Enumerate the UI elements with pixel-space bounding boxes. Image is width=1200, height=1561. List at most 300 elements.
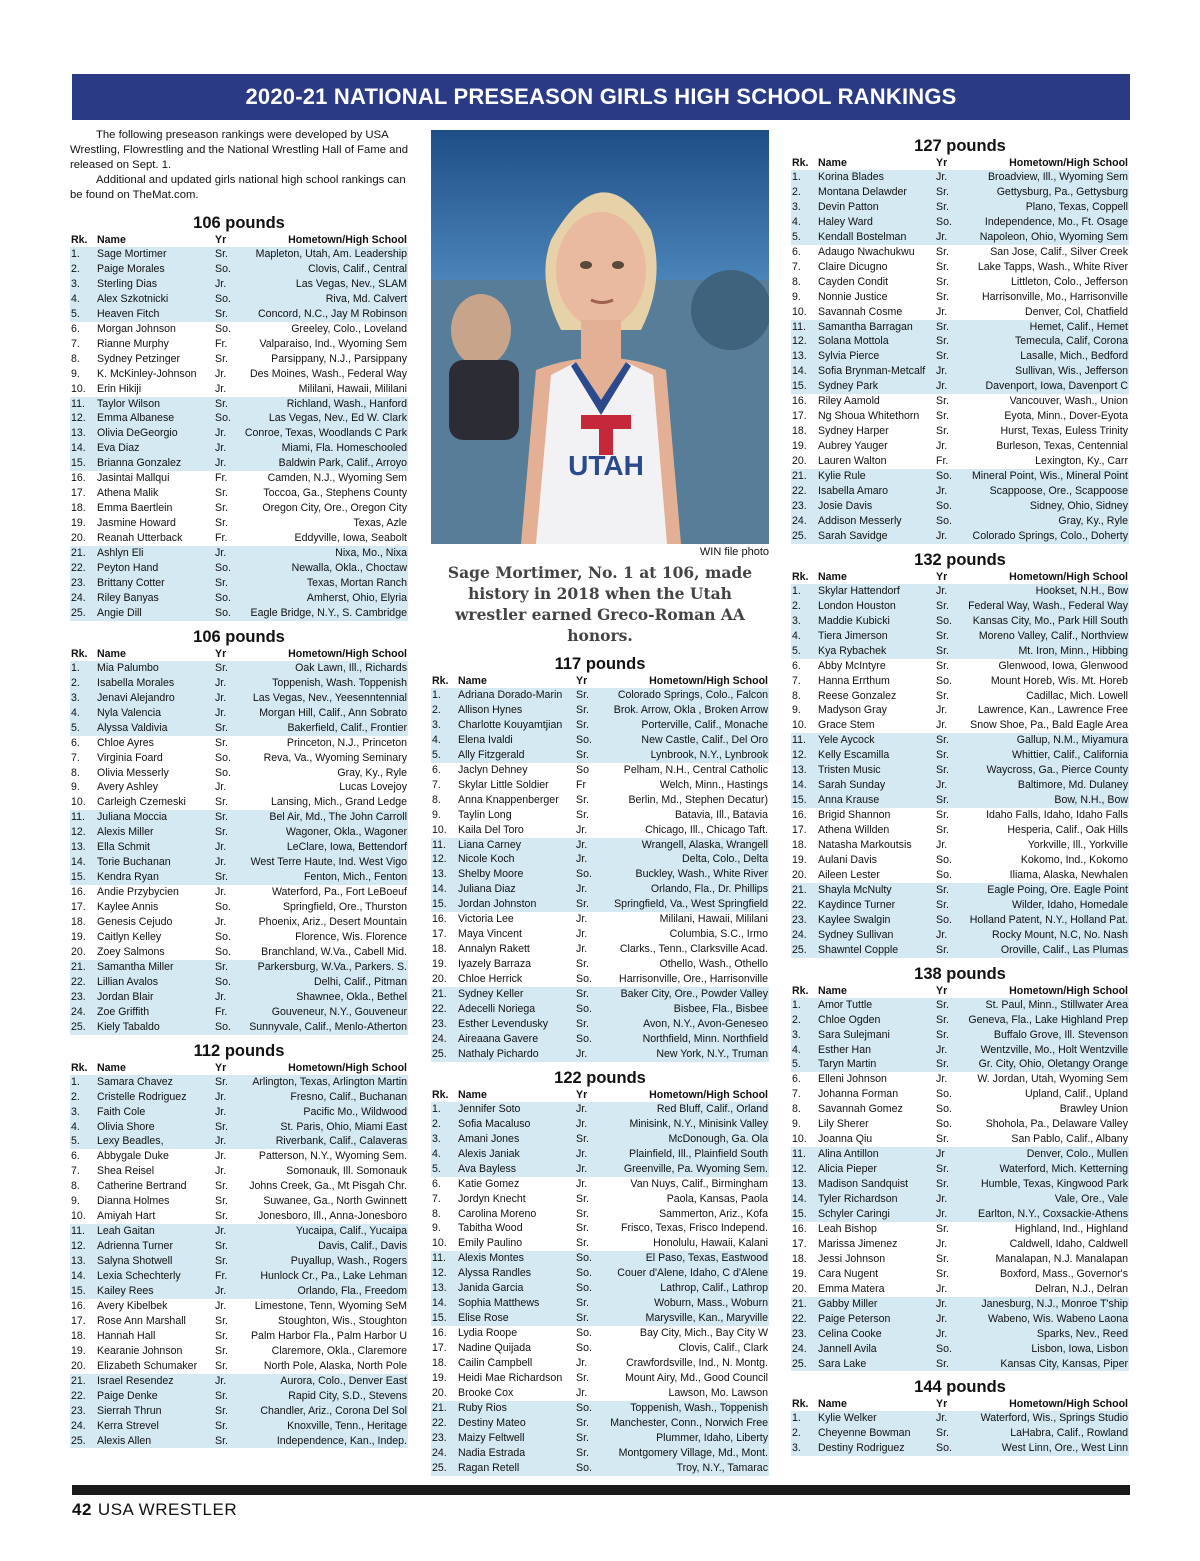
year-cell: So. [935,514,961,529]
rank-cell: 6. [792,245,801,258]
name-cell: Grace Stem [818,719,875,732]
name-cell: Hannah Hall [97,1329,156,1342]
rank-cell: 4. [70,1120,96,1135]
table-row [791,1162,1129,1177]
year-cell: Jr. [215,382,227,395]
year-cell: Sr. [214,307,240,322]
rank-cell: 8. [792,1103,801,1116]
rank-cell: 3. [791,1441,817,1456]
table-row [70,810,408,825]
hometown-cell: Vancouver, Wash., Union [1009,395,1128,408]
name-cell: Kendall Bostelman [817,230,935,245]
year-cell: So. [215,901,231,914]
table-row [70,262,408,277]
table-row [791,1072,1129,1087]
name-cell: Eva Diaz [96,441,214,456]
rank-cell: 11. [791,1147,817,1162]
rank-cell: 16. [432,913,447,926]
name-cell: Zoey Salmons [97,945,165,958]
table-row [431,838,769,853]
name-cell: Isabella Amaro [817,484,935,499]
year-cell: Sr. [935,943,961,958]
name-cell: Olivia Messerly [97,766,169,779]
name-cell: Alex Szkotnicki [96,292,214,307]
table-row [791,1222,1129,1237]
name-cell: Alexis Montes [457,1251,575,1266]
table-row [431,1162,769,1177]
year-cell: Sr. [214,825,240,840]
hometown-cell: Rapid City, S.D., Stevens [240,1389,408,1404]
table-row [70,591,408,606]
hometown-cell: West Terre Haute, Ind. West Vigo [240,855,408,870]
rank-cell: 13. [70,1254,96,1269]
name-cell: Virginia Foard [97,751,163,764]
rank-cell: 9. [432,808,441,821]
col-header-name: Name [458,1088,487,1101]
table-row [791,454,1129,469]
rank-cell: 21. [70,546,96,561]
year-cell: Sr. [575,688,601,703]
year-cell: Jr. [214,676,240,691]
rank-cell: 24. [70,1419,96,1434]
year-cell: Sr. [936,1267,949,1280]
year-cell: Jr. [936,305,948,318]
name-cell: Torie Buchanan [96,855,214,870]
hometown-cell: Des Moines, Wash., Federal Way [250,367,407,380]
table-row [70,1020,408,1035]
name-cell: Nadine Quijada [458,1342,532,1355]
column-middle [431,130,769,1482]
hometown-cell: Eagle Bridge, N.Y., S. Cambridge [240,606,408,621]
hometown-cell: Independence, Kan., Indep. [240,1434,408,1449]
table-row [791,1087,1129,1102]
year-cell: Sr. [576,958,589,971]
name-cell: Kendra Ryan [96,870,214,885]
name-cell: Cailin Campbell [458,1357,533,1370]
rank-cell: 16. [792,809,807,822]
table-row [431,1341,769,1356]
hometown-cell: Orlando, Fla., Dr. Phillips [601,882,769,897]
hometown-cell: Plainfield, Ill., Plainfield South [601,1147,769,1162]
year-cell: Sr. [215,487,228,500]
table-row [431,763,769,778]
name-cell: Peyton Hand [96,561,214,576]
col-header-hometown: Hometown/High School [288,647,407,660]
hometown-cell: Denver, Colo., Mullen [961,1147,1129,1162]
rank-cell: 21. [791,469,817,484]
hometown-cell: Hunlock Cr., Pa., Lake Lehman [240,1269,408,1284]
col-header-name: Name [97,1061,126,1074]
rank-cell: 7. [71,1165,80,1178]
name-cell: Amor Tuttle [817,998,935,1013]
rank-cell: 21. [431,1401,457,1416]
year-cell: So. [935,469,961,484]
rank-cell: 7. [792,260,801,273]
weight-class-title: 122 pounds [554,1068,646,1087]
table-row [791,1252,1129,1267]
name-cell: Nonnie Justice [818,290,888,303]
name-cell: Kaylee Annis [97,901,159,914]
year-cell: Sr. [936,824,949,837]
hometown-cell: Knoxville, Tenn., Heritage [240,1419,408,1434]
col-header-name: Name [818,570,847,583]
name-cell: Reese Gonzalez [818,689,897,702]
rank-cell: 15. [70,1284,96,1299]
hometown-cell: Caldwell, Idaho, Caldwell [1009,1237,1128,1250]
year-cell: Sr. [936,260,949,273]
year-cell: Jr. [215,1165,227,1178]
rank-cell: 25. [431,1461,457,1476]
rank-cell: 17. [792,824,807,837]
rank-cell: 18. [432,943,447,956]
rank-cell: 24. [791,514,817,529]
table-row [70,1120,408,1135]
table-row [431,1047,769,1062]
rank-cell: 19. [792,1267,807,1280]
name-cell: Sara Lake [817,1357,935,1372]
rank-cell: 9. [71,1195,80,1208]
year-cell: Jr. [214,691,240,706]
table-row [431,852,769,867]
hometown-cell: Bakerfield, Calif., Frontier [240,721,408,736]
col-header-rank: Rk. [792,1398,809,1411]
table-row [431,688,769,703]
rank-cell: 11. [70,1224,96,1239]
year-cell: So. [215,751,231,764]
name-cell: Iyazely Barraza [458,958,532,971]
hometown-cell: West Linn, Ore., West Linn [961,1441,1129,1456]
rank-cell: 17. [71,901,86,914]
name-cell: Madison Sandquist [817,1177,935,1192]
year-cell: Sr. [935,733,961,748]
name-cell: Rianne Murphy [97,337,169,350]
name-cell: Carolina Moreno [458,1207,537,1220]
rank-cell: 11. [791,733,817,748]
hometown-cell: Yucaipa, Calif., Yucaipa [240,1224,408,1239]
hometown-cell: Lasalle, Mich., Bedford [961,349,1129,364]
rank-cell: 1. [70,661,96,676]
hometown-cell: Van Nuys, Calif., Birmingham [630,1177,768,1190]
hometown-cell: Wagoner, Okla., Wagoner [240,825,408,840]
name-cell: Alexis Miller [96,825,214,840]
name-cell: Abbygale Duke [97,1150,169,1163]
name-cell: Jennifer Soto [457,1102,575,1117]
hometown-cell: Miami, Fla. Homeschooled [240,441,408,456]
name-cell: Kaydince Turner [817,898,935,913]
rank-cell: 13. [70,426,96,441]
rank-cell: 21. [791,1297,817,1312]
rank-cell: 16. [71,472,86,485]
name-cell: Kylie Rule [817,469,935,484]
name-cell: Lexia Schechterly [96,1269,214,1284]
year-cell: Sr. [214,576,240,591]
name-cell: Isabella Morales [96,676,214,691]
year-cell: So. [575,867,601,882]
year-cell: Sr. [215,502,228,515]
year-cell: Jr. [214,546,240,561]
name-cell: Claire Dicugno [818,260,888,273]
name-cell: Athena Malik [97,487,159,500]
col-header-rank: Rk. [71,647,88,660]
col-header-year: Yr [576,675,588,687]
rank-cell: 10. [792,719,807,732]
hometown-cell: Boxford, Mass., Governor's [999,1267,1128,1280]
year-cell: Jr. [575,1102,601,1117]
rank-cell: 15. [791,793,817,808]
hometown-cell: Greeley, Colo., Loveland [291,322,407,335]
table-row [791,1102,1129,1117]
rank-cell: 24. [431,1446,457,1461]
table-row [431,957,769,972]
hometown-cell: Idaho Falls, Idaho, Idaho Falls [986,809,1128,822]
year-cell: Sr. [215,796,228,809]
name-cell: Caitlyn Kelley [97,930,162,943]
rank-cell: 3. [431,718,457,733]
year-cell: So [576,763,589,776]
hometown-cell: Broadview, Ill., Wyoming Sem [961,170,1129,185]
weight-class-title: 117 pounds [554,655,646,673]
col-header-hometown: Hometown/High School [1009,984,1128,997]
table-row [791,260,1129,275]
hometown-cell: Oak Lawn, Ill., Richards [240,661,408,676]
name-cell: Olivia Shore [96,1120,214,1135]
name-cell: Shea Reisel [97,1165,155,1178]
table-row [431,1251,769,1266]
hometown-cell: Toppenish, Wash., Toppenish [601,1401,769,1416]
year-cell: So. [936,868,952,881]
name-cell: Jasintai Mallqui [97,472,170,485]
hometown-cell: Colorado Springs, Colo., Falcon [601,688,769,703]
rank-cell: 16. [71,1299,86,1312]
hometown-cell: Moreno Valley, Calif., Northview [961,629,1129,644]
table-row [791,185,1129,200]
name-cell: Hanna Errthum [818,674,890,687]
hometown-cell: El Paso, Texas, Eastwood [601,1251,769,1266]
year-cell: Sr. [935,1357,961,1372]
hometown-cell: New Castle, Calif., Del Oro [601,733,769,748]
col-header-year: Yr [936,984,948,997]
name-cell: Tyler Richardson [817,1192,935,1207]
year-cell: Sr. [576,1192,589,1205]
name-cell: Genesis Cejudo [97,916,173,929]
table-row [70,516,408,531]
year-cell: Sr. [215,1180,228,1193]
year-cell: Sr. [935,349,961,364]
table-header-row [70,647,408,661]
year-cell: Jr. [936,704,948,717]
rank-cell: 24. [70,1005,96,1020]
rank-cell: 14. [70,1269,96,1284]
year-cell: Jr. [214,456,240,471]
rank-cell: 20. [71,1359,86,1372]
col-header-rank: Rk. [432,1088,449,1101]
table-row [70,1299,408,1314]
name-cell: Nathaly Pichardo [457,1047,575,1062]
table-row [791,424,1129,439]
rank-cell: 12. [791,748,817,763]
hometown-cell: Lake Tapps, Wash., White River [977,260,1128,273]
year-cell: Jr. [575,882,601,897]
year-cell: Sr. [215,736,228,749]
year-cell: Sr. [214,960,240,975]
year-cell: So. [215,945,231,958]
table-row [70,691,408,706]
table-row [70,1314,408,1329]
rank-cell: 15. [791,379,817,394]
name-cell: Paige Denke [96,1389,214,1404]
table-row [70,322,408,337]
name-cell: Maddie Kubicki [817,614,935,629]
name-cell: Taryn Martin [817,1057,935,1072]
rank-cell: 11. [70,397,96,412]
table-row [791,778,1129,793]
rank-cell: 1. [791,170,817,185]
rank-cell: 9. [71,781,80,794]
table-row [791,215,1129,230]
table-row [791,484,1129,499]
table-row [70,531,408,546]
rank-cell: 5. [791,644,817,659]
year-cell: Sr. [935,629,961,644]
page-footer [72,1500,237,1520]
rankings-table [791,570,1129,958]
table-row [791,913,1129,928]
table-row [431,1177,769,1192]
year-cell: Fr [576,778,586,791]
hometown-cell: Clarks., Tenn., Clarksville Acad. [619,943,768,956]
name-cell: Taylin Long [458,808,512,821]
table-row [431,1446,769,1461]
name-cell: Anna Knappenberger [458,793,559,806]
table-row [791,1441,1129,1456]
name-cell: Sara Sulejmani [817,1028,935,1043]
table-row [70,426,408,441]
year-cell: Jr. [935,778,961,793]
rank-cell: 8. [432,793,441,806]
rank-cell: 25. [791,943,817,958]
rank-cell: 1. [791,584,817,599]
rank-cell: 4. [431,1147,457,1162]
hometown-cell: Gallup, N.M., Miyamura [961,733,1129,748]
hometown-cell: Colorado Springs, Colo., Doherty [961,529,1129,544]
hometown-cell: Parsippany, N.J., Parsippany [271,352,407,365]
year-cell: Sr. [215,1359,228,1372]
table-row [70,1239,408,1254]
table-row [70,397,408,412]
table-row [431,1236,769,1251]
hometown-cell: Eddyville, Iowa, Seabolt [294,532,407,545]
table-row [791,1327,1129,1342]
name-cell: Tiera Jimerson [817,629,935,644]
table-row [70,1374,408,1389]
year-cell: Jr. [214,840,240,855]
table-row [431,1221,769,1236]
hometown-cell: Oregon City, Ore., Oregon City [262,502,407,515]
rank-cell: 3. [70,1105,96,1120]
name-cell: Emily Paulino [458,1237,523,1250]
hometown-cell: Frisco, Texas, Frisco Independ. [620,1222,768,1235]
name-cell: Samantha Barragan [817,320,935,335]
table-row [791,1207,1129,1222]
rank-cell: 5. [70,1134,96,1149]
rankings-table [431,1088,769,1476]
table-row [70,247,408,262]
name-cell: Kya Rybachek [817,644,935,659]
year-cell: Jr. [935,1411,961,1426]
year-cell: So. [575,1002,601,1017]
year-cell: So. [576,1342,592,1355]
hometown-cell: Claremore, Okla., Claremore [271,1344,407,1357]
table-row [791,659,1129,674]
rank-cell: 19. [792,440,807,453]
year-cell: Sr. [935,185,961,200]
hometown-cell: Orlando, Fla., Freedom [240,1284,408,1299]
rank-cell: 20. [71,945,86,958]
hometown-cell: Las Vegas, Nev., Yeesenntennial [240,691,408,706]
hometown-cell: Waterford, Pa., Fort LeBoeuf [271,886,407,899]
year-cell: So. [215,766,231,779]
year-cell: Sr. [214,870,240,885]
year-cell: Jr. [935,529,961,544]
name-cell: Alina Antillon [817,1147,935,1162]
year-cell: Jr. [935,230,961,245]
footer-rule [72,1485,1130,1495]
name-cell: Jasmine Howard [97,517,176,530]
name-cell: Shelby Moore [457,867,575,882]
hometown-cell: Highland, Ind., Highland [1014,1222,1128,1235]
rank-cell: 23. [70,1404,96,1419]
ranking-section [70,213,408,621]
hometown-cell: Cadillac, Mich. Lowell [1026,689,1128,702]
table-row [791,1057,1129,1072]
name-cell: Zoe Griffith [96,1005,214,1020]
table-header-row [431,674,769,688]
col-header-rank: Rk. [71,234,88,246]
weight-class-title: 132 pounds [914,550,1006,569]
rank-cell: 3. [791,1028,817,1043]
rank-cell: 21. [431,987,457,1002]
table-row [70,1105,408,1120]
year-cell: Jr. [936,719,948,732]
table-row [791,409,1129,424]
year-cell: So. [936,1103,952,1116]
hometown-cell: Sunnyvale, Calif., Menlo-Atherton [240,1020,408,1035]
hometown-cell: Sidney, Ohio, Sidney [961,499,1129,514]
name-cell: Sophia Matthews [457,1296,575,1311]
year-cell: Sr. [214,1075,240,1090]
table-row [791,614,1129,629]
table-row [791,349,1129,364]
hometown-cell: Aurora, Colo., Denver East [240,1374,408,1389]
table-row [791,1267,1129,1282]
table-row [791,1237,1129,1252]
year-cell: So. [214,292,240,307]
name-cell: Johanna Forman [818,1088,899,1101]
rank-cell: 15. [431,1311,457,1326]
year-cell: So. [935,1342,961,1357]
hometown-cell: Lathrop, Calif., Lathrop [601,1281,769,1296]
table-row [791,1132,1129,1147]
rank-cell: 18. [792,425,807,438]
rank-cell: 25. [791,529,817,544]
year-cell: Jr. [935,170,961,185]
name-cell: Emma Baertlein [97,502,173,515]
table-row [791,868,1129,883]
hometown-cell: Vale, Ore., Vale [961,1192,1129,1207]
name-cell: Joanna Qiu [818,1133,873,1146]
intro-text [70,128,408,203]
table-row [70,736,408,751]
